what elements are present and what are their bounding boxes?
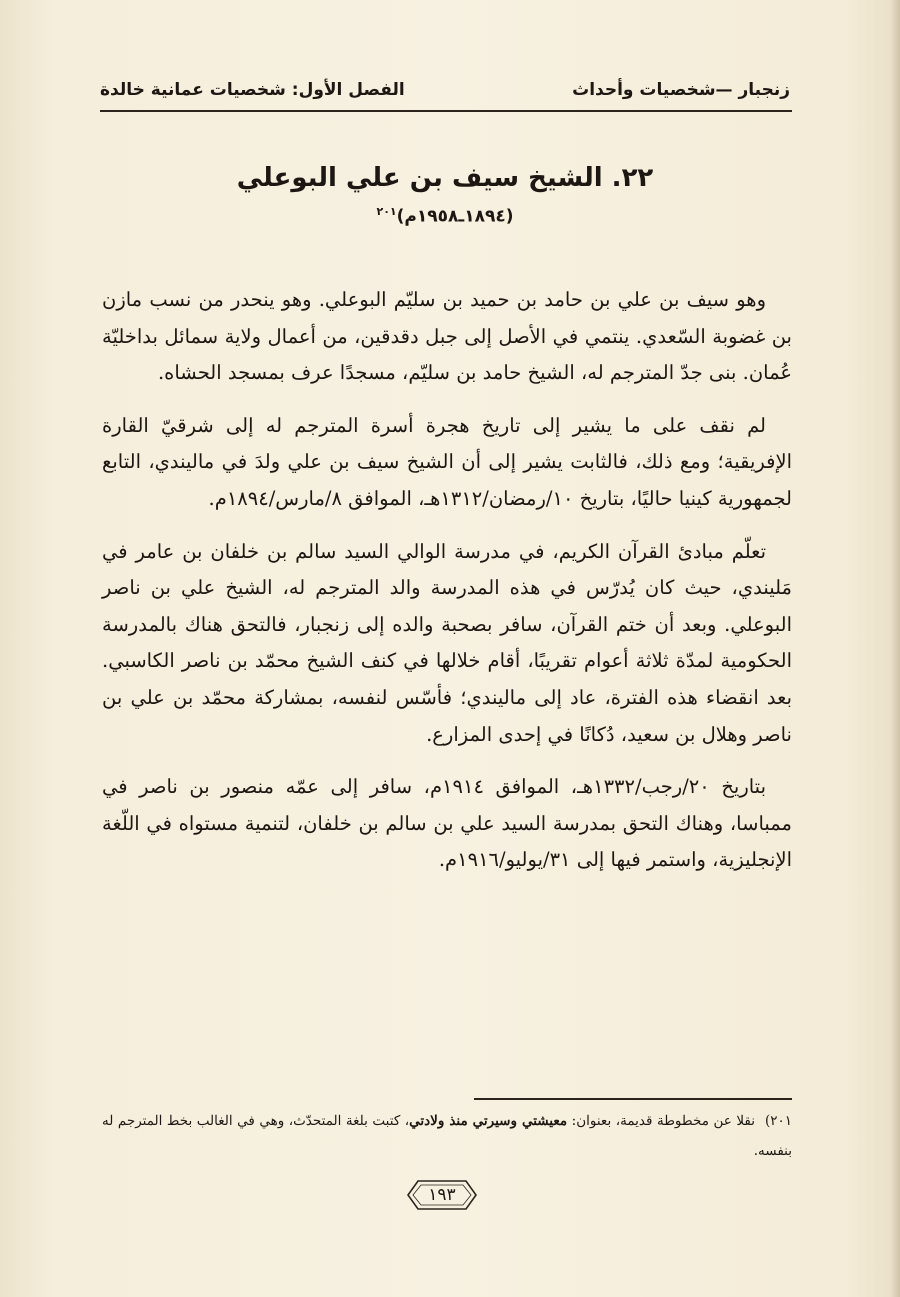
paragraph: وهو سيف بن علي بن حامد بن حميد بن سليّم البوعلي. وهو ينحدر من نسب مازن بن غضوبة السّعدي. ينتمي في الأصل إلى جبل دقدقين، من أعمال ولاية سمائل بداخليّة عُمان. بنى جدّ المترجم له، الشيخ حامد بن سليّم، مسجدًا عرف بمسجد الحشاه. — [102, 288, 792, 385]
paragraph: تعلّم مبادئ القرآن الكريم، في مدرسة الوالي السيد سالم بن خلفان بن عامر في مَليندي، حيث كان يُدرّس في هذه المدرسة والد المترجم له، الشيخ علي بن ناصر البوعلي. وبعد أن ختم القرآن، سافر بصحبة والده إلى زنجبار، فالتحق هناك بالمدرسة الحكومية لمدّة ثلاثة أعوام تقريبًا، أقام خلالها في كنف الشيخ محمّد بن ناصر الكاسبي. بعد انقضاء هذه الفترة، عاد إلى ماليندي؛ فأسّس لنفسه، بمشاركة محمّد بن علي بن ناصر وهلال بن سعيد، دُكانًا في إحدى المزارع. — [102, 539, 792, 746]
footnote — [102, 1106, 792, 1166]
section-title: ٢٢. الشيخ سيف بن علي البوعلي — [236, 163, 654, 193]
paragraph: لم نقف على ما يشير إلى تاريخ هجرة أسرة المترجم له إلى شرقيّ القارة الإفريقية؛ ومع ذلك، فالثابت يشير إلى أن الشيخ سيف بن علي ولدَ في ماليندي، التابع لجمهورية كينيا حاليًا، بتاريخ ١٠/رمضان/١٣١٢هـ، الموافق ٨/مارس/١٨٩٤م. — [102, 413, 792, 510]
page-edge-shadow — [890, 0, 900, 1297]
footnote-source-title: معيشتي وسيرتي منذ ولادتي — [409, 1113, 568, 1129]
running-title-chapter: الفصل الأول: شخصيات عمانية خالدة — [100, 80, 405, 100]
footnote-rule — [474, 1098, 792, 1100]
body-text — [102, 282, 792, 895]
footnote-reference: ٢٠١ — [376, 205, 397, 218]
page-number-badge — [404, 1176, 480, 1214]
footnote-number: ٢٠١) — [764, 1113, 793, 1129]
section-dates — [100, 205, 790, 227]
dates-text: (١٨٩٤ـ١٩٥٨م) — [396, 206, 514, 227]
footnote-text-before: نقلا عن مخطوطة قديمة، بعنوان: — [567, 1113, 755, 1129]
paragraph: بتاريخ ٢٠/رجب/١٣٣٢هـ، الموافق ١٩١٤م، سافر إلى عمّه منصور بن ناصر في ممباسا، وهناك التحق بمدرسة السيد علي بن سالم بن خلفان، لتنمية مستواه في اللّغة الإنجليزية، واستمر فيها إلى ٣١/يوليو/١٩١٦م. — [102, 775, 792, 872]
header-rule — [100, 110, 792, 112]
footnote-text-after: ، كتبت بلغة المتحدّث، وهي في الغالب بخط المترجم له بنفسه. — [102, 1113, 792, 1159]
running-header — [100, 78, 790, 108]
running-title-book: زنجبار —شخصيات وأحداث — [572, 80, 790, 100]
page-number: ١٩٣ — [428, 1185, 456, 1205]
